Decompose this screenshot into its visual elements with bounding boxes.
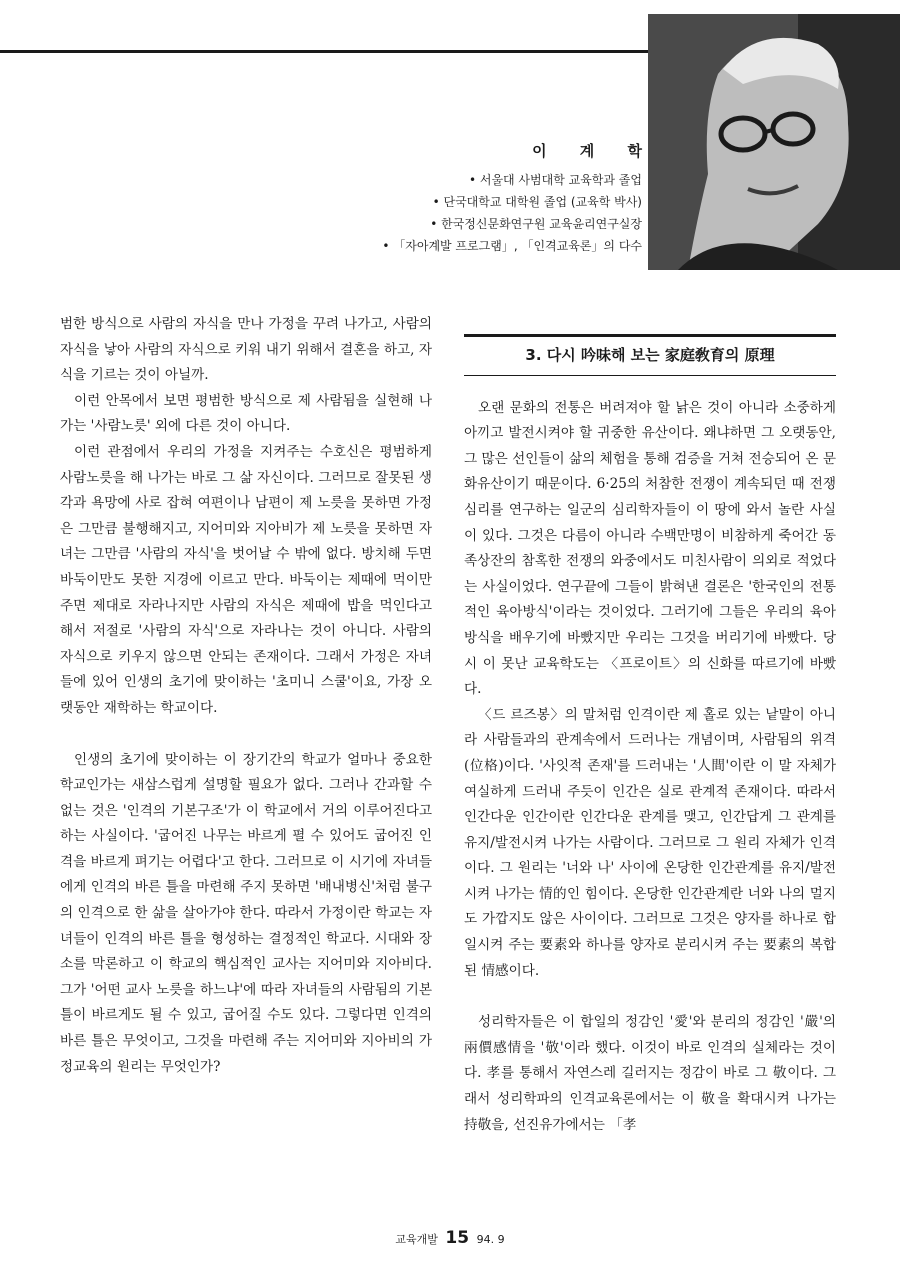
header-rule [0,50,680,53]
paragraph: 인생의 초기에 맞이하는 이 장기간의 학교가 얼마나 중요한 학교인가는 새삼스럽게 설명할 필요가 없다. 그러나 간과할 수 없는 것은 '인격의 기본구조'가 이 학교에서 거의 이루어진다고 하는 사실이다. '굽어진 나무는 바르게 펼 수 있어도 굽어진 인격을 바르게 펴기는 어렵다'고 한다. 그러므로 이 시기에 자녀들에게 인격의 바른 틀을 마련해 주지 못하면 '배내병신'처럼 불구의 인격으로 한 삶을 살아가야 한다. 따라서 가정이란 학교는 자녀들이 인격의 바른 틀을 형성하는 결정적인 학교다. 시대와 장소를 막론하고 이 학교의 핵심적인 교사는 지어미와 지아비다. 그가 '어떤 교사 노릇을 하느냐'에 따라 자녀들의 사람됨의 기본 틀이 바르게도 될 수 있고, 굽어질 수도 있다. 그렇다면 인격의 바른 틀은 무엇이고, 그것을 마련해 주는 지어미와 지아비의 가정교육의 원리는 무엇인가? [60,751,432,1075]
section-title: 3. 다시 吟味해 보는 家庭敎育의 原理 [464,334,836,376]
issue-date: 94. 9 [476,1233,505,1246]
paragraph: 이런 안목에서 보면 평범한 방식으로 제 사람됨을 실현해 나가는 '사람노릇' 외에 다른 것이 아니다. [60,392,432,435]
author-credential: • 단국대학교 대학원 졸업 (교육학 박사) [432,195,642,209]
page-footer [0,1228,900,1248]
author-info [382,140,656,257]
paragraph: 오랜 문화의 전통은 버려져야 할 낡은 것이 아니라 소중하게 아끼고 발전시켜야 할 귀중한 유산이다. 왜냐하면 그 오랫동안, 그 많은 선인들이 삶의 체험을 통해 검증을 거쳐 전승되어 온 문화유산이기 때문이다. 6·25의 처참한 전쟁이 계속되던 때 전쟁심리를 연구하는 일군의 심리학자들이 이 땅에 와서 놀란 사실이 있다. 그것은 다름이 아니라 수백만명이 비참하게 죽어간 동족상잔의 참혹한 전쟁의 와중에서도 미친사람이 의외로 적었다는 사실이었다. 연구끝에 그들이 밝혀낸 결론은 '한국인의 전통적인 육아방식'이라는 것이었다. 그러기에 그들은 우리의 육아방식을 배우기에 바빴지만 우리는 그것을 버리기에 바빴다. 당시 이 못난 교육학도는 〈프로이트〉의 신화를 따르기에 바빴다. [464,399,836,698]
paragraph: 〈드 르즈봉〉의 말처럼 인격이란 제 홀로 있는 낱말이 아니라 사람들과의 관계속에서 드러나는 개념이며, 사람됨의 위격(位格)이다. '사잇적 존재'를 드러내는 '人間'이란 이 말 자체가 여실하게 드러내 주듯이 인간은 실로 관계적 존재이다. 따라서 인간다운 인간이란 인간다운 관계를 맺고, 인간답게 그 관계를 유지/발전시켜 나가는 사람이다. 그러므로 그 원리 자체가 인격이다. 그 원리는 '너와 나' 사이에 온당한 인간관계를 유지/발전시켜 나가는 情的인 힘이다. 온당한 인간관계란 너와 나의 멀지도 가깝지도 않은 사이이다. 그러므로 그것은 양자를 하나로 합일시켜 주는 要素와 하나를 양자로 분리시켜 주는 要素의 복합된 情感이다. [464,706,836,979]
page-number: 15 [445,1228,470,1248]
author-credential: • 「자아계발 프로그램」, 「인격교육론」의 다수 [382,239,642,253]
right-column [464,334,836,1138]
author-credential: • 서울대 사범대학 교육학과 졸업 [468,173,642,187]
paragraph: 범한 방식으로 사람의 자식을 만나 가정을 꾸려 나가고, 사람의 자식을 낳아 사람의 자식으로 키워 내기 위해서 결혼을 하고, 자식을 기르는 것이 아닐까. [60,316,432,384]
paragraph: 성리학자들은 이 합일의 정감인 '愛'와 분리의 정감인 '嚴'의 兩價感情을 '敬'이라 했다. 이것이 바로 인격의 실체라는 것이다. 孝를 통해서 자연스레 길러지는 정감이 바로 그 敬이다. 그래서 성리학파의 인격교육론에서는 이 敬을 확대시켜 나가는 持敬을, 선진유가에서는 「孝 [464,1014,836,1133]
left-column [60,312,432,1080]
paragraph: 이런 관점에서 우리의 가정을 지켜주는 수호신은 평범하게 사람노릇을 해 나가는 바로 그 삶 자신이다. 그러므로 잘못된 생각과 욕망에 사로 잡혀 여편이나 남편이 제 노릇을 못하면 가정은 그만큼 불행해지고, 지어미와 지아비가 제 노릇을 못하면 자녀는 그만큼 '사람의 자식'을 벗어날 수 밖에 없다. 방치해 두면 바둑이만도 못한 지경에 이르고 만다. 바둑이는 제때에 먹이만 주면 제대로 자라나지만 사람의 자식은 제때에 밥을 먹인다고 해서 저절로 '사람의 자식'으로 자라나는 것이 아니다. 사람의 자식으로 키우지 않으면 안되는 존재이다. 그래서 가정은 자녀들에 있어 인생의 초기에 맞이하는 '초미니 스쿨'이요, 가장 오랫동안 재학하는 학교이다. [60,443,432,716]
author-credential: • 한국정신문화연구원 교육윤리연구실장 [430,217,642,231]
author-photo [648,14,900,270]
portrait-image [648,14,900,270]
magazine-name: 교육개발 [395,1233,438,1246]
author-name: 이 계 학 [532,142,656,160]
